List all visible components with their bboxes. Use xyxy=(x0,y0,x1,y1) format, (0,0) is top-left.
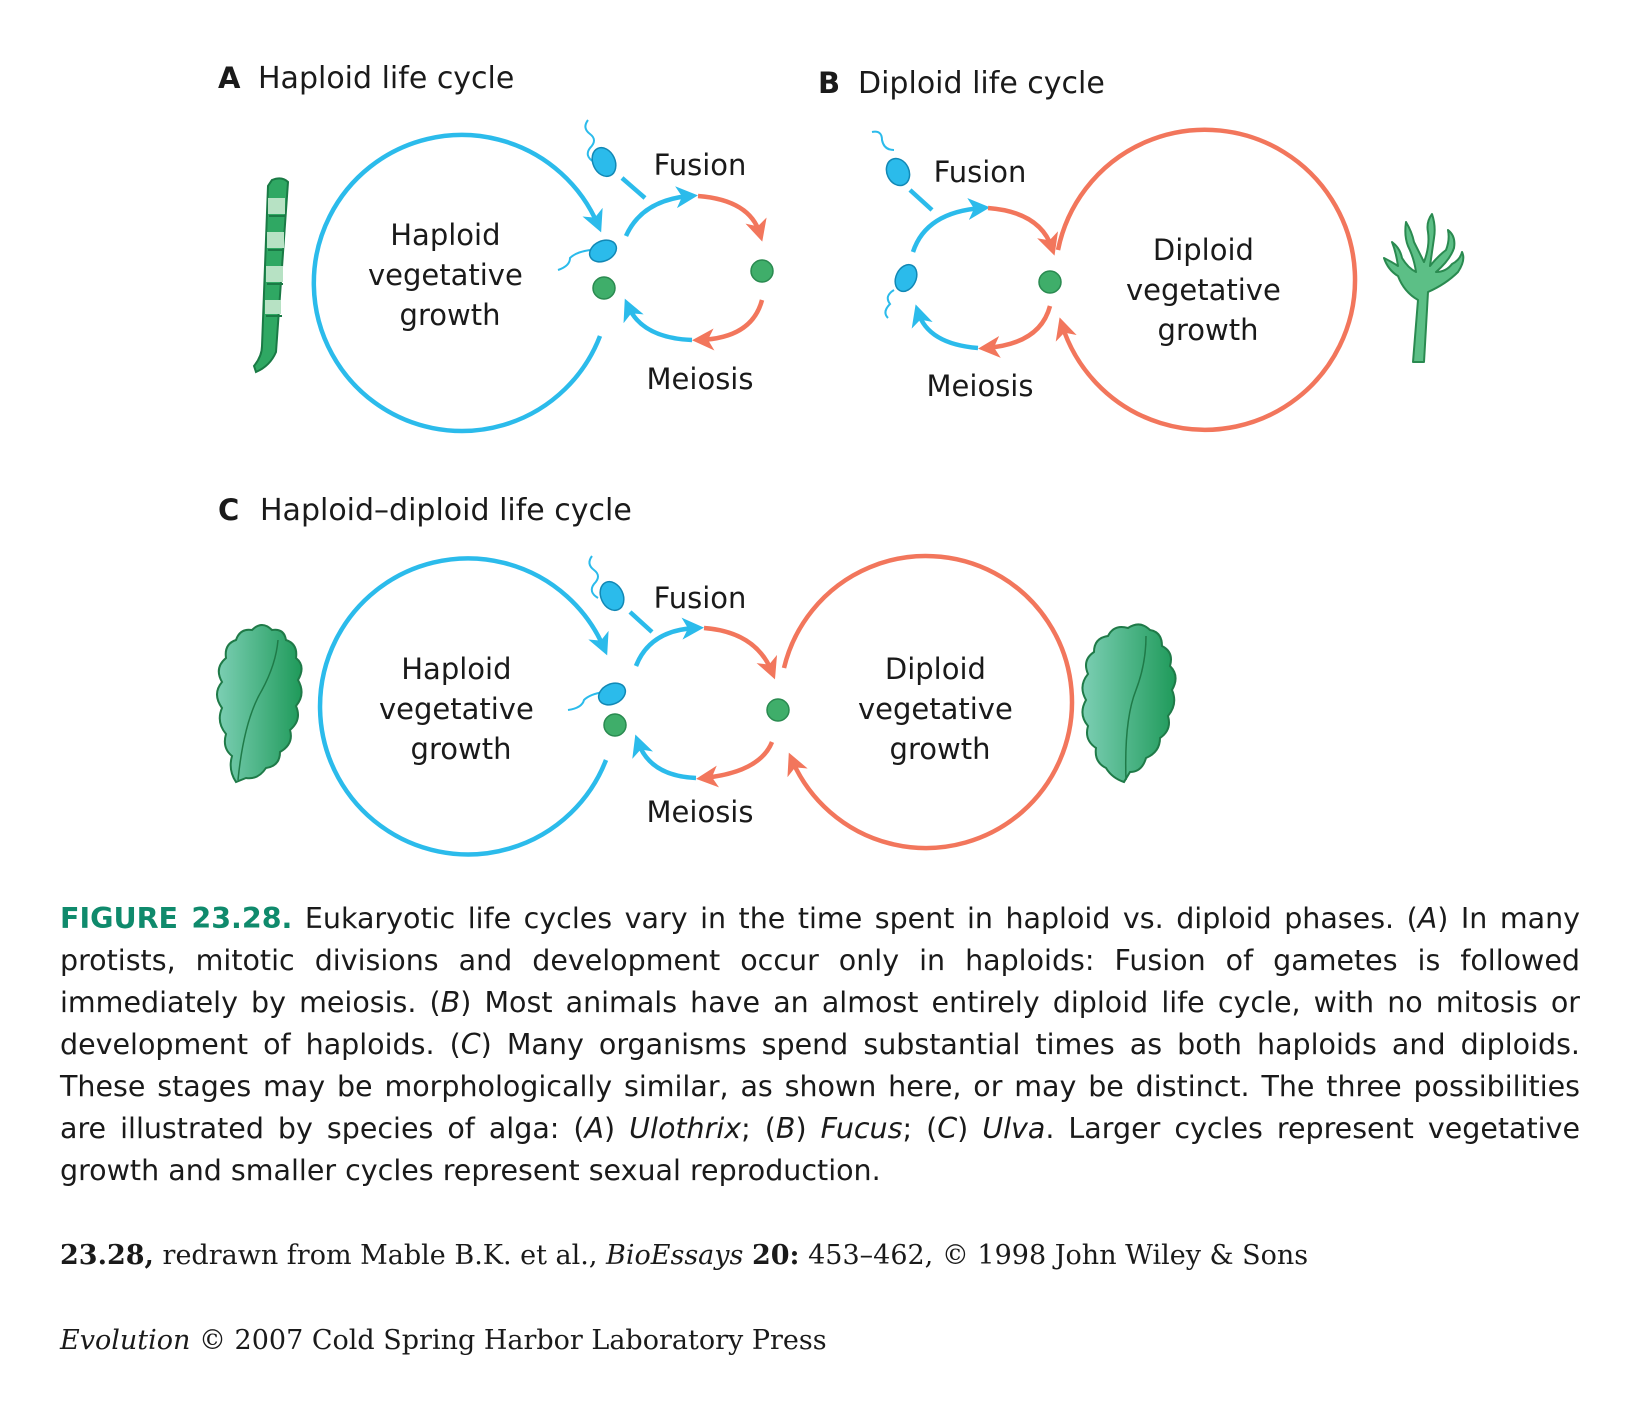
figure-label: FIGURE 23.28. xyxy=(60,902,293,935)
haploid-growth-label: Haploid vegetative growth xyxy=(378,652,534,766)
caption-text: ) xyxy=(957,1112,983,1145)
meiosis-label: Meiosis xyxy=(926,369,1034,403)
caption-text: ; ( xyxy=(741,1112,776,1145)
gamete-to-fusion-line xyxy=(630,612,652,632)
gamete-to-fusion-line xyxy=(910,190,932,210)
credit-text: 453–462, © 1998 John Wiley & Sons xyxy=(799,1240,1309,1271)
caption-panel-ref: A xyxy=(1417,902,1438,935)
zygote-dot xyxy=(751,260,773,282)
diploid-growth-label: Diploid vegetative growth xyxy=(1125,233,1281,347)
spore-dot xyxy=(604,714,626,736)
caption-text: ) Many organisms spend substantial times as both haploids and diploids. These stages may be morphologically similar, as shown here, or may be distinct. The three possibilities are illustrated by species of alga: ( xyxy=(60,1028,1580,1145)
panel-c-letter: C xyxy=(218,493,240,527)
meiosis-label: Meiosis xyxy=(646,795,754,829)
filamentous-alga-icon xyxy=(254,178,288,372)
sea-lettuce-icon xyxy=(217,625,302,782)
panel-c-title: Haploid–diploid life cycle xyxy=(260,493,632,528)
caption-species: Fucus xyxy=(820,1112,903,1145)
caption-text: ) Most animals have an almost entirely diploid life cycle, with no mitosis or development of haploids. ( xyxy=(60,986,1580,1061)
meiosis-label: Meiosis xyxy=(646,362,754,396)
panel-b-letter: B xyxy=(818,66,841,100)
panel-b xyxy=(818,66,1463,430)
gamete-icon xyxy=(872,132,914,190)
fusion-arc-red xyxy=(988,208,1052,248)
book-title: Evolution xyxy=(60,1325,191,1356)
gamete-icon xyxy=(885,261,921,318)
gamete-icon xyxy=(589,556,628,614)
fusion-arc-red xyxy=(704,628,772,672)
fusion-label: Fusion xyxy=(653,581,747,615)
caption-panel-ref: B xyxy=(440,986,461,1019)
zygote-dot xyxy=(767,699,789,721)
caption-text: Eukaryotic life cycles vary in the time spent in haploid vs. diploid phases. ( xyxy=(292,902,1418,935)
caption-text: ) xyxy=(604,1112,630,1145)
caption-panel-ref: C xyxy=(460,1028,481,1061)
caption-text: ) xyxy=(795,1112,821,1145)
credit-ref: 23.28, xyxy=(60,1240,154,1271)
figure-caption xyxy=(60,898,1580,1192)
panel-c xyxy=(217,493,1176,854)
fusion-arc-red xyxy=(698,196,760,234)
fusion-arc-blue xyxy=(626,196,690,236)
fusion-arc-blue xyxy=(636,628,696,666)
panel-a-letter: A xyxy=(218,61,241,95)
caption-species: Ulva xyxy=(982,1112,1046,1145)
haploid-growth-label: Haploid vegetative growth xyxy=(367,218,523,332)
panel-b-title: Diploid life cycle xyxy=(858,66,1105,101)
fusion-label: Fusion xyxy=(653,148,747,182)
panel-a xyxy=(218,61,773,431)
credit-text: redrawn from Mable B.K. et al., xyxy=(153,1240,607,1271)
gamete-icon xyxy=(558,236,620,270)
meiosis-arc-blue xyxy=(628,306,692,340)
publisher-text: © 2007 Cold Spring Harbor Laboratory Press xyxy=(190,1325,827,1356)
credit-volume: 20: xyxy=(751,1240,800,1271)
caption-panel-ref: B xyxy=(775,1112,796,1145)
publisher-line xyxy=(60,1325,1580,1356)
meiosis-arc-blue xyxy=(638,742,696,778)
meiosis-arc-blue xyxy=(918,312,978,348)
caption-panel-ref: C xyxy=(937,1112,958,1145)
gamete-icon xyxy=(568,679,629,710)
source-credit xyxy=(60,1240,1580,1271)
sea-lettuce-icon xyxy=(1082,624,1175,782)
caption-text: ) In many protists, mitotic divisions and development occur only in haploids: Fusion of gametes is followed immediately by meiosis. ( xyxy=(60,902,1580,1019)
gamete-icon xyxy=(585,120,620,180)
fusion-label: Fusion xyxy=(933,155,1027,189)
gamete-to-fusion-line xyxy=(622,178,645,198)
meiosis-arc-red xyxy=(986,306,1050,348)
caption-text: ; ( xyxy=(902,1112,938,1145)
caption-panel-ref: A xyxy=(584,1112,605,1145)
spore-dot xyxy=(593,277,615,299)
caption-text: . Larger cycles represent vegetative growth and smaller cycles represent sexual reproduction. xyxy=(60,1112,1580,1187)
meiosis-arc-red xyxy=(700,300,762,340)
caption-species: Ulothrix xyxy=(629,1112,742,1145)
panel-a-title: Haploid life cycle xyxy=(258,61,515,96)
diploid-growth-label: Diploid vegetative growth xyxy=(857,652,1013,766)
meiosis-arc-red xyxy=(704,742,772,778)
zygote-dot xyxy=(1039,271,1061,293)
branched-seaweed-icon xyxy=(1384,214,1463,362)
fusion-arc-blue xyxy=(913,208,982,252)
credit-journal: BioEssays xyxy=(606,1240,744,1271)
